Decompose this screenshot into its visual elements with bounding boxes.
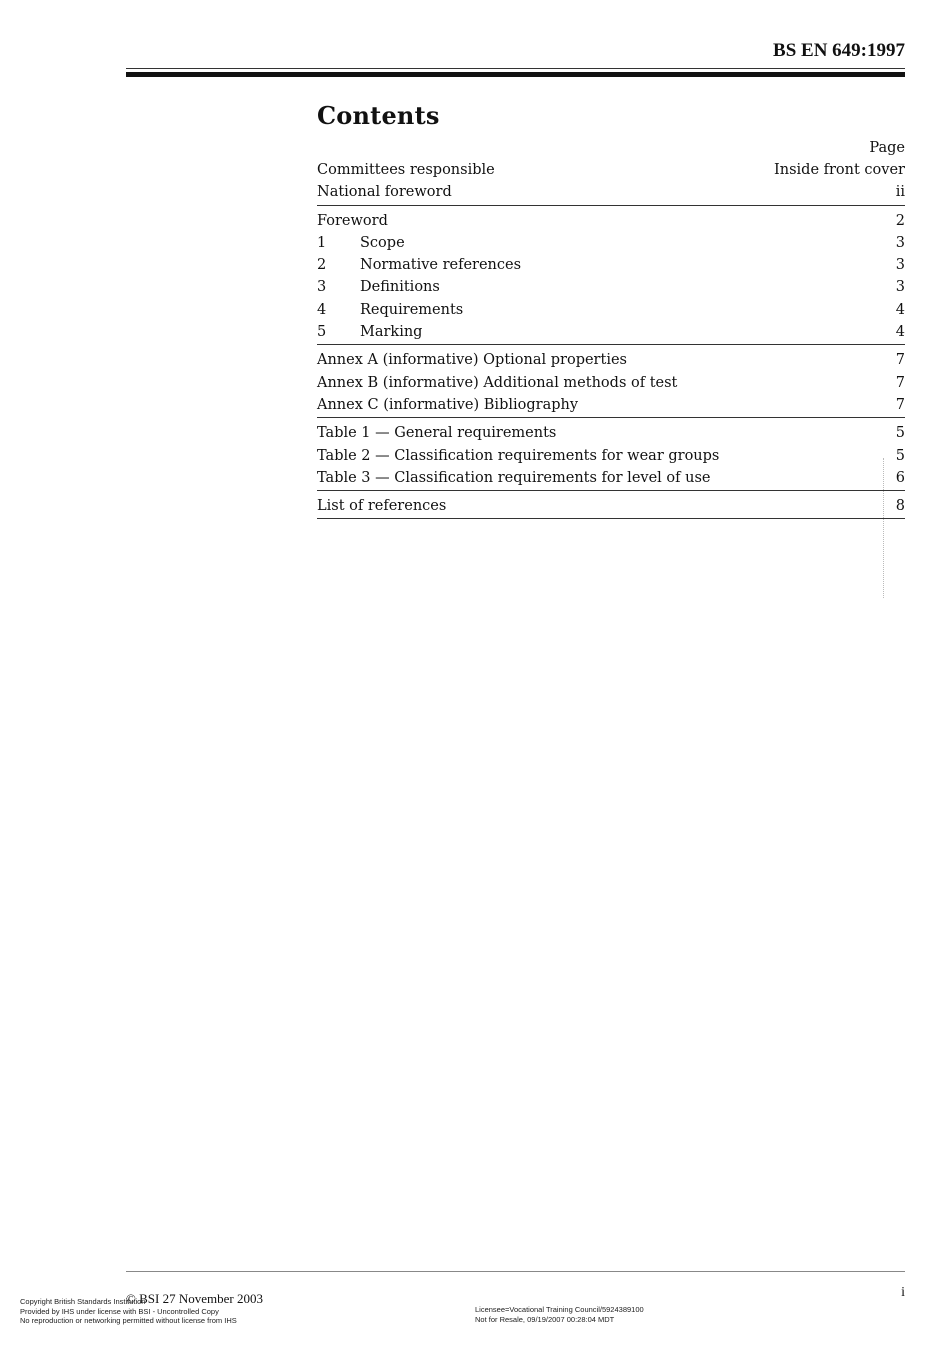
toc-entry[interactable] — [317, 254, 905, 276]
toc-entry-label: Table 2 — Classification requirements for wear groups — [317, 447, 720, 464]
footer-rule — [126, 1271, 905, 1272]
toc-entry-label: Scope — [360, 234, 405, 251]
header-rule-thin — [126, 68, 905, 69]
footer-page-number: i — [901, 1285, 905, 1300]
toc-entry[interactable] — [317, 445, 905, 467]
toc-entry[interactable] — [317, 372, 905, 394]
toc-entry-page: 3 — [895, 234, 905, 251]
toc-entry-page: 7 — [895, 396, 905, 413]
page-column-header: Page — [869, 140, 905, 156]
toc-entry-number: 5 — [317, 324, 327, 341]
toc-entry-label: National foreword — [317, 184, 452, 201]
table-of-contents — [317, 137, 905, 523]
toc-entry-label: Annex A (informative) Optional properties — [317, 352, 627, 369]
toc-entry-label: Annex C (informative) Bibliography — [317, 396, 579, 413]
header-rule-thick — [126, 72, 905, 77]
toc-entry[interactable] — [317, 232, 905, 254]
toc-entry[interactable] — [317, 276, 905, 298]
toc-entry[interactable] — [317, 321, 905, 343]
toc-entry-label: Annex B (informative) Additional methods of test — [317, 374, 678, 391]
toc-entry-page: 3 — [895, 257, 905, 274]
toc-entry[interactable] — [317, 181, 905, 203]
toc-entry-page: 5 — [895, 425, 905, 442]
toc-entry[interactable] — [317, 467, 905, 489]
license-line: Licensee=Vocational Training Council/5924389100 — [475, 1305, 644, 1314]
toc-entry-label: Requirements — [360, 301, 464, 318]
toc-entry-page: ii — [895, 184, 905, 201]
toc-entry-number: 4 — [317, 301, 327, 318]
toc-entry-label: Normative references — [360, 257, 522, 274]
toc-entry-number: 2 — [317, 257, 327, 274]
toc-entry[interactable] — [317, 349, 905, 371]
toc-entry[interactable] — [317, 422, 905, 444]
toc-entry[interactable] — [317, 210, 905, 232]
document-id: BS EN 649:1997 — [773, 40, 905, 61]
scan-artifact — [883, 458, 884, 598]
toc-entry-page: 4 — [895, 301, 905, 318]
toc-entry-label: Table 1 — General requirements — [317, 425, 557, 442]
toc-entry-page: 6 — [895, 469, 905, 486]
toc-entry-page: 3 — [895, 279, 905, 296]
contents-title: Contents — [317, 101, 440, 130]
toc-entry-label: Marking — [360, 324, 423, 341]
toc-entry-label: List of references — [317, 498, 447, 515]
toc-entry-number: 1 — [317, 234, 327, 251]
license-notice-right — [475, 1305, 644, 1324]
toc-entry[interactable] — [317, 299, 905, 321]
toc-entry-label: Definitions — [360, 279, 440, 296]
toc-entry-label: Table 3 — Classification requirements for level of use — [317, 469, 711, 486]
toc-entry-page: 5 — [895, 447, 905, 464]
toc-entry-page: 2 — [895, 212, 905, 229]
license-line: Not for Resale, 09/19/2007 00:28:04 MDT — [475, 1314, 615, 1324]
toc-group — [317, 159, 905, 206]
toc-entry-page: 4 — [895, 324, 905, 341]
toc-entry-number: 3 — [317, 279, 327, 296]
toc-entry-page: 7 — [895, 374, 905, 391]
footer-date: © BSI 27 November 2003 — [126, 1291, 263, 1306]
license-notice-left — [20, 1297, 237, 1326]
toc-groups — [317, 159, 905, 519]
toc-entry[interactable] — [317, 159, 905, 181]
toc-group — [317, 349, 905, 418]
toc-group — [317, 422, 905, 491]
toc-entry[interactable] — [317, 495, 905, 517]
toc-group — [317, 210, 905, 346]
toc-entry-label: Committees responsible — [317, 162, 495, 178]
license-line: No reproduction or networking permitted without license from IHS — [20, 1316, 237, 1325]
toc-entry-label: Foreword — [317, 212, 388, 229]
toc-entry-page: 8 — [895, 498, 905, 515]
toc-entry-page: Inside front cover — [774, 162, 905, 178]
license-line: Copyright British Standards Institution — [20, 1297, 146, 1306]
license-line: Provided by IHS under license with BSI - Uncontrolled Copy — [20, 1306, 219, 1316]
toc-entry-page: 7 — [895, 352, 905, 369]
toc-entry[interactable] — [317, 394, 905, 416]
toc-group — [317, 495, 905, 519]
